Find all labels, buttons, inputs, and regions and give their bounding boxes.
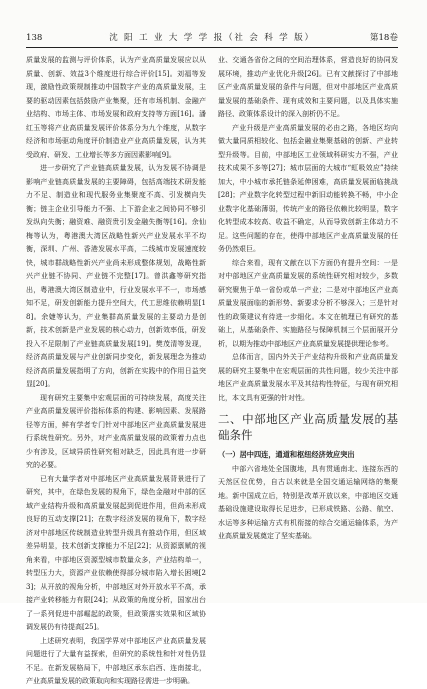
journal-title: 沈 阳 工 业 大 学 学 报（社 会 科 学 版） — [109, 33, 315, 43]
paragraph: 上述研究表明，我国学界对中部地区产业高质量发展问题进行了大量有益探索，但研究的系统性和针对性仍显不足。在新发展格局下，中部地区承东启西、连南接北，产业高质量发展的政策取向和实现路径需进一步明确。 — [26, 636, 206, 685]
paragraph: 综合来看，现有文献在以下方面仍有提升空间：一是对中部地区产业高质量发展的系统性研究相对较少，多数研究聚焦于单一省份或单一产业；二是对中部地区产业高质量发展面临的新形势、新要求分析不够深入；三是针对性的政策建议有待进一步细化。本文在梳理已有研究的基础上，从基础条件、实施路径与保障机制三个层面展开分析，以期为推动中部地区产业高质量发展提供理论参考。 — [218, 258, 398, 348]
right-column — [218, 54, 398, 597]
section-heading: 二、中部地区产业高质量发展的基础条件 — [218, 412, 398, 442]
paragraph: 产业升级是产业高质量发展的必由之路，各地区均向做大量同质相较化、包括金融业集聚基础的创新、产业转型升级等。目前，中部地区工业领域科研实力不强，产业技术成果不多等[27]；城市层面的大城市“虹吸效应”持续加大，中小城市承托链条延伸困难，高质量发展面临挑战[28]；产业数字化转型过程中新旧动能转换不畅，中小企业数字化基础薄弱，传统产业的路径依赖比较明显，数字化转型成本较高、收益不确定，从而导致创新主体动力不足。这些问题的存在，使得中部地区产业高质量发展的任务仍然艰巨。 — [218, 123, 398, 253]
paragraph: 现有研究主要集中宏观层面的可持续发展，高度关注产业高质量发展评价指标体系的构建、影响因素、发展路径等方面，鲜有学者专门针对中部地区产业高质量发展进行系统性研究。另外，对产业高质量发展的政策着力点也少有涉及，区域异质性研究相对缺乏，因此具有进一步研究的必要。 — [26, 393, 206, 469]
paragraph: 质量发展的监测与评价体系，认为产业高质量发展应以从质量、创新、效益3个维度进行综合评价[15]。刘福等发现，激励性政策规制推动中国数字产业的高质量发展，主要的驱动因素包括鼓励产业集聚，还有市场机制、金融产业结构、市场主体、市场发展和政府支持等方面[16]。潘红玉等将产业高质量发展评价体系分为九个维度，从数字经济和市场驱动角度评价制造业产业高质量发展，认为其受政府、研发、工业增长等多方面因素影响[9]。 — [26, 56, 206, 159]
left-column — [26, 54, 206, 685]
paragraph: 中部六省地处全国腹地，具有贯通南北、连接东西的天然区位优势，自古以来就是全国交通运输网络的集聚地。新中国成立后，特别是改革开放以来，中部地区交通基础设施建设取得长足进步，已形成铁路、公路、航空、水运等多种运输方式有机衔接的综合交通运输体系，为产业高质量发展奠定了坚实基础。 — [218, 464, 398, 540]
volume-label: 第18卷 — [369, 33, 398, 43]
subsection-heading: （一）居中四连，通道和枢纽经济效应突出 — [218, 450, 355, 459]
header-rule — [26, 47, 398, 48]
paragraph: 进一步研究了产业链高质量发展，认为发展不协调是影响产业链高质量发展的主要障碍，包括高端技术研发能力不足、制造业和现代服务业集聚度不高、引发横向失衡；链主企业引导能力不强、上下游企业之间协同不够引发纵向失衡；融资难、融资贵引发金融失衡等[16]。余仙梅等认为，粤港澳大湾区战略性新兴产业发展水平不均衡，深圳、广州、香港发展水平高，二线城市发展速度较快，城市群战略性新兴产业尚未形成整体规划，战略性新兴产业链不协同、产业链不完整[17]。曾洪鑫等研究指出，粤港澳大湾区制造业中，行业发展水平不一，市场感知不足，研发创新能力提升空间大，代工思维依赖明显[18]。余婕等认为，产业集群高质量发展的主要动力是创新，技术创新是产业发展的核心动力，创新效率低，研发投入不足限制了产业链高质量发展[19]。樊茂清等发现，经济高质量发展与产业创新同步变化，新发展理念为推动经济高质量发展指明了方向，创新在实践中的作用日益突显[20]。 — [26, 164, 206, 388]
running-header — [26, 31, 398, 45]
paragraph: 业、交通各省份之间的空间治理体系，营造良好的协同发展环境，推动产业优化升级[26]。已有文献探讨了中部地区产业高质量发展的条件与问题，但对中部地区产业高质量发展的基础条件、现有成效和主要问题，以及具体实施路径、政策体系设计的深入剖析仍不足。 — [218, 56, 398, 118]
paragraph: 已有大量学者对中部地区产业高质量发展背景进行了研究，其中，在绿色发展的视角下，绿色金融对中部的区域产业结构升级和高质量发展起到促进作用，但尚未形成良好的互动支撑[21]；在数字经济发展的视角下，数字经济对中部地区传统制造业转型升级具有推动作用，但区域差异明显，技术创新支撑能力不足[22]；从资源禀赋的视角来看，中部地区资源型城市数量众多，产业结构单一，转型压力大，资源产业依赖使得部分城市陷入增长困境[23]；从开放的视角分析，中部地区对外开放水平不高，承接产业转移能力有限[24]；从政策的角度分析，国家出台了一系列促进中部崛起的政策，但政策落实效果和区域协调发展仍有待提高[25]。 — [26, 474, 206, 631]
page-number: 138 — [26, 33, 43, 43]
paragraph: 总体而言，国内外关于产业结构升级和产业高质量发展的研究主要集中在宏观层面的共性问题，较少关注中部地区产业高质量发展水平及其结构性特征，与现有研究相比，本文具有更强的针对性。 — [218, 353, 398, 402]
